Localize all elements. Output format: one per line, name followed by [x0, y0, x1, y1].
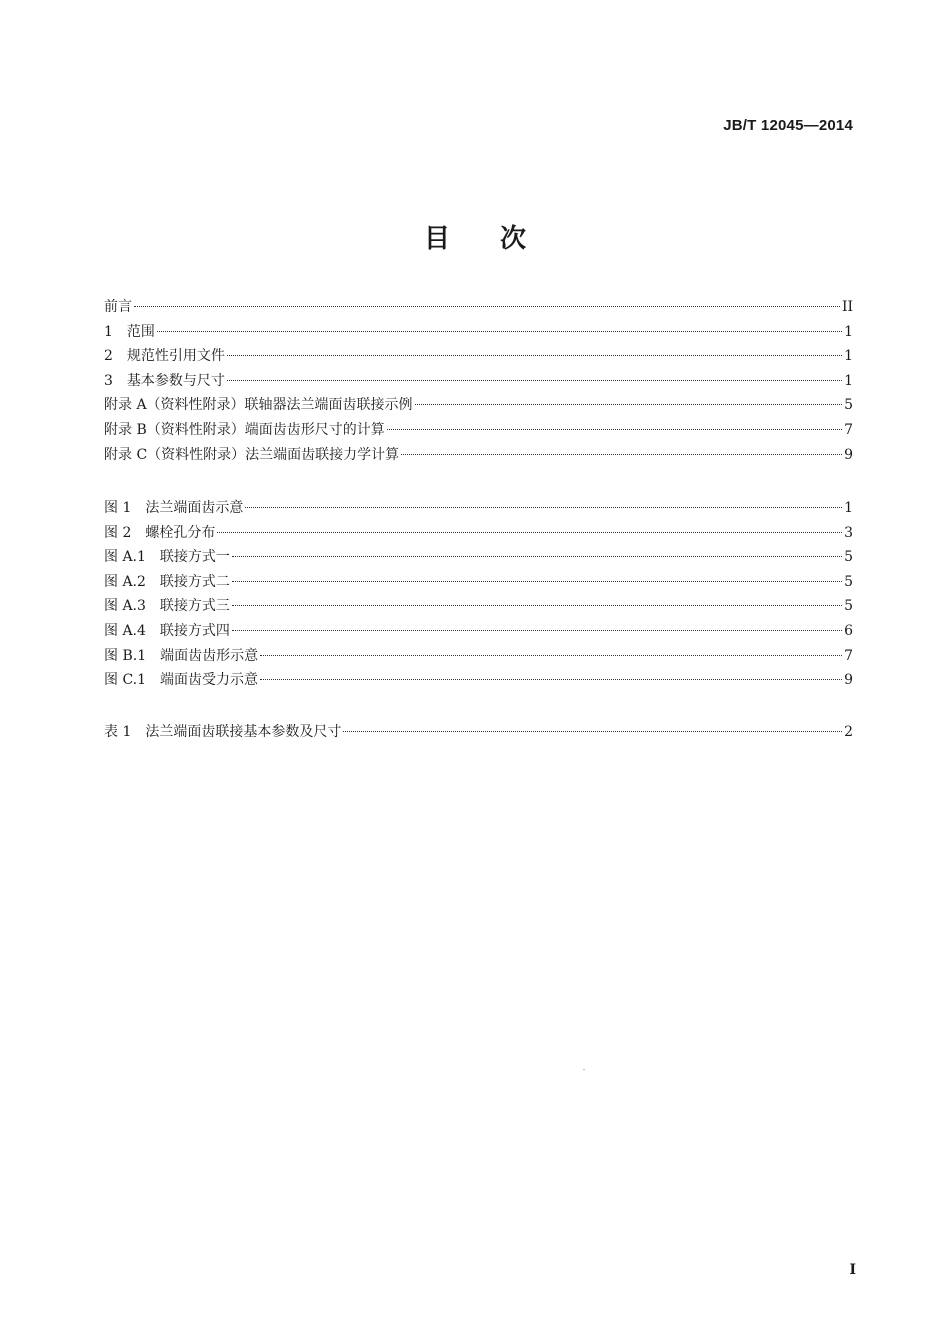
toc-entry[interactable]	[104, 644, 853, 669]
leader-dots	[227, 380, 842, 381]
toc-entry-label: 图 B.1 端面齿齿形示意	[104, 647, 259, 664]
toc-entry[interactable]	[104, 668, 853, 693]
toc-entry-label: 前言	[104, 299, 132, 315]
toc-entry-page: II	[841, 299, 853, 315]
toc-entry[interactable]	[104, 369, 853, 394]
leader-dots	[134, 306, 840, 307]
toc-entry[interactable]	[104, 720, 853, 745]
leader-dots	[217, 532, 842, 533]
toc-entry-page: 9	[844, 672, 853, 689]
toc-entry[interactable]	[104, 418, 853, 443]
leader-dots	[245, 507, 842, 508]
toc-entry-label: 图 A.2 联接方式二	[104, 573, 230, 590]
toc-entry-label: 图 2 螺栓孔分布	[104, 524, 216, 541]
toc-entry[interactable]	[104, 570, 853, 595]
toc-entry-label: 图 A.3 联接方式三	[104, 598, 230, 615]
toc-figures	[104, 496, 853, 693]
leader-dots	[232, 556, 842, 557]
page-title	[0, 218, 950, 255]
toc-entry[interactable]	[104, 521, 853, 546]
toc-entry-page: 3	[844, 524, 853, 541]
toc-entry-page: 7	[844, 421, 853, 438]
toc-entry[interactable]	[104, 545, 853, 570]
leader-dots	[343, 731, 842, 732]
leader-dots	[260, 679, 842, 680]
toc-entry-page: 9	[844, 446, 853, 463]
standard-code: JB/T 12045—2014	[723, 117, 853, 134]
toc-entry-page: 5	[844, 598, 853, 615]
toc-entry[interactable]	[104, 594, 853, 619]
toc-entry[interactable]	[104, 443, 853, 468]
toc-entry-label: 图 A.1 联接方式一	[104, 549, 230, 566]
toc-entry-label: 图 C.1 端面齿受力示意	[104, 672, 259, 689]
toc-entry-page: 7	[844, 647, 853, 664]
toc-entry-label: 图 A.4 联接方式四	[104, 622, 230, 639]
toc-entry-label: 附录 B（资料性附录）端面齿齿形尺寸的计算	[104, 421, 385, 438]
toc-entry-label: 2 规范性引用文件	[104, 348, 225, 365]
toc-sections	[104, 295, 853, 467]
toc-entry-label: 1 范围	[104, 323, 155, 340]
page-number: I	[849, 1262, 856, 1278]
leader-dots	[401, 454, 842, 455]
toc-entry-page: 5	[844, 573, 853, 590]
toc-entry-label: 图 1 法兰端面齿示意	[104, 500, 244, 516]
leader-dots	[232, 630, 842, 631]
leader-dots	[387, 429, 842, 430]
toc-entry-page: 5	[844, 397, 853, 414]
toc-entry-label: 表 1 法兰端面齿联接基本参数及尺寸	[104, 724, 342, 740]
toc-entry[interactable]	[104, 320, 853, 345]
toc-entry-label: 3 基本参数与尺寸	[104, 372, 225, 389]
toc-entry-label: 附录 C（资料性附录）法兰端面齿联接力学计算	[104, 446, 400, 463]
toc-entry[interactable]	[104, 344, 853, 369]
leader-dots	[415, 404, 843, 405]
leader-dots	[157, 331, 842, 332]
toc-entry-label: 附录 A（资料性附录）联轴器法兰端面齿联接示例	[104, 397, 413, 414]
toc-entry-page: 6	[844, 622, 853, 639]
toc-entry-page: 1	[844, 500, 853, 516]
toc-entry[interactable]	[104, 496, 853, 521]
toc-entry[interactable]	[104, 619, 853, 644]
toc-entry-page: 2	[844, 724, 853, 740]
toc-entry[interactable]	[104, 295, 853, 320]
leader-dots	[232, 605, 842, 606]
leader-dots	[260, 655, 842, 656]
toc-entry-page: 1	[844, 323, 853, 340]
toc-tables	[104, 720, 853, 745]
scan-speck	[583, 1069, 585, 1070]
leader-dots	[227, 355, 842, 356]
title-char-2: 次	[500, 224, 527, 254]
toc-entry-page: 5	[844, 549, 853, 566]
toc-entry[interactable]	[104, 393, 853, 418]
toc-entry-page: 1	[844, 372, 853, 389]
leader-dots	[232, 581, 842, 582]
toc-entry-page: 1	[844, 348, 853, 365]
title-char-1: 目	[423, 224, 450, 254]
